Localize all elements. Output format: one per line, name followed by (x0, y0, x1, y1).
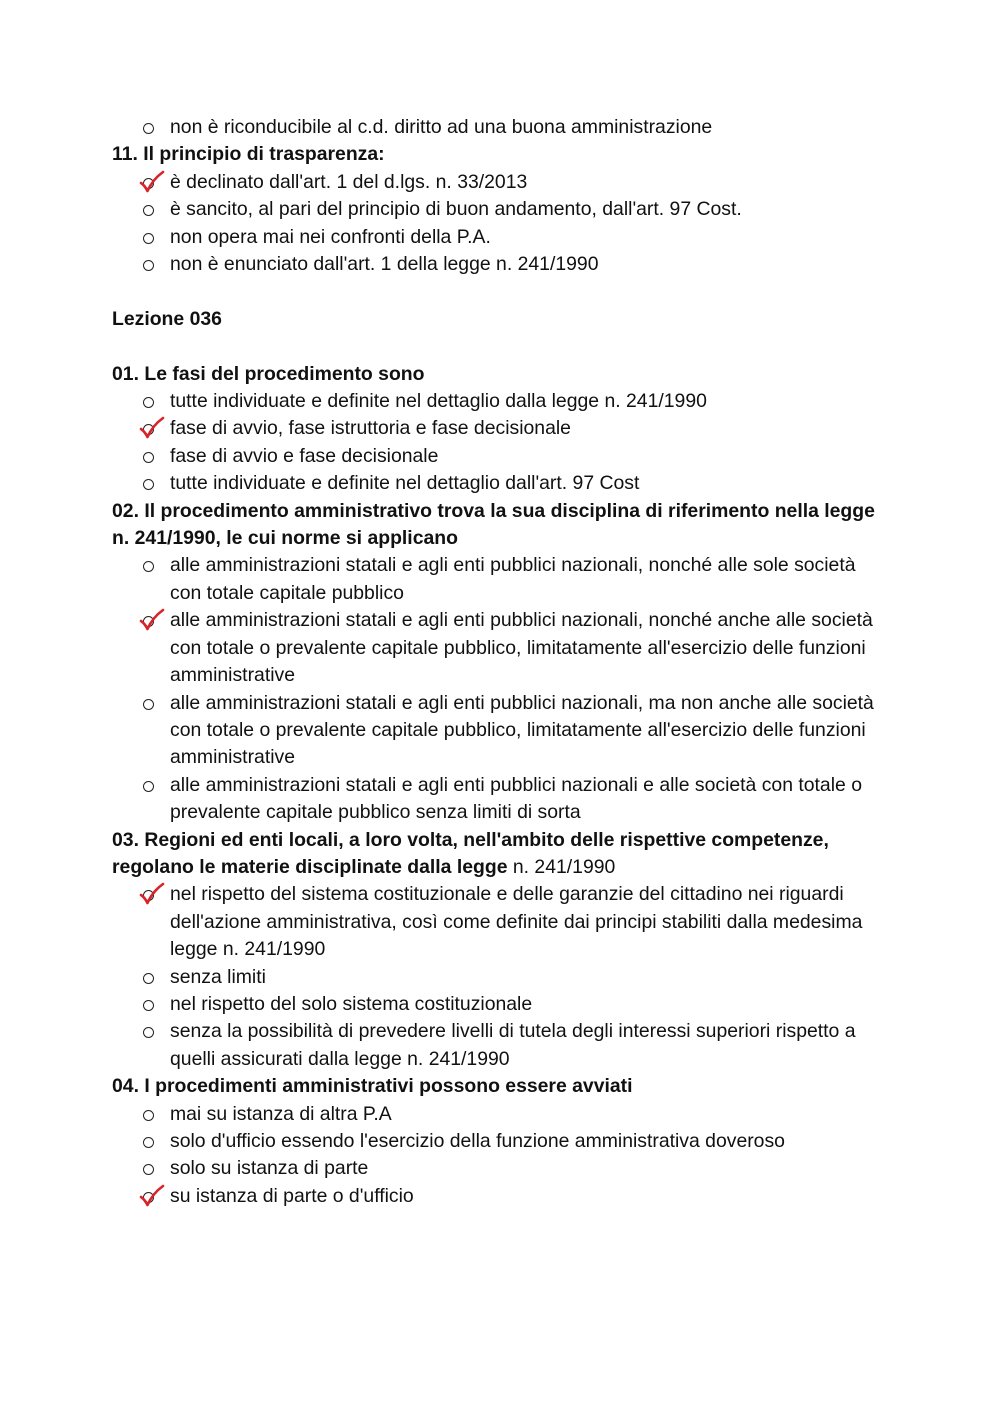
option-item-correct (112, 607, 882, 689)
circle-bullet-icon (142, 1128, 156, 1155)
quiz-content (112, 114, 882, 1210)
checkmark-icon (142, 415, 156, 442)
option-item (112, 772, 882, 827)
option-text: mai su istanza di altra P.A (170, 1102, 392, 1125)
option-list (112, 388, 882, 498)
circle-bullet-icon (142, 552, 156, 579)
option-item (112, 552, 882, 607)
option-text: è sancito, al pari del principio di buon andamento, dall'art. 97 Cost. (170, 198, 742, 221)
checkmark-icon (142, 1183, 156, 1210)
option-text: non opera mai nei confronti della P.A. (170, 225, 491, 248)
question-title-bold: 03. Regioni ed enti locali, a loro volta, nell'ambito delle rispettive competenze, regolano le materie disciplinate dalla legge (112, 828, 829, 878)
circle-bullet-icon (142, 690, 156, 717)
option-list (112, 881, 882, 1073)
question-title-normal: n. 241/1990 (507, 855, 616, 878)
question-title-11: 11. Il principio di trasparenza: (112, 143, 385, 166)
option-item (112, 1101, 882, 1128)
option-text: non è riconducibile al c.d. diritto ad una buona amministrazione (170, 116, 713, 138)
option-item-correct (112, 415, 882, 442)
option-item (112, 1128, 882, 1155)
option-item (112, 690, 882, 772)
option-text: tutte individuate e definite nel dettaglio dalla legge n. 241/1990 (170, 390, 707, 413)
option-text: alle amministrazioni statali e agli enti pubblici nazionali e alle società con totale o prevalente capitale pubblico senza limiti di sorta (170, 773, 862, 824)
circle-bullet-icon (142, 1155, 156, 1182)
option-text: solo d'ufficio essendo l'esercizio della funzione amministrativa doveroso (170, 1130, 785, 1152)
option-item (112, 1018, 882, 1073)
option-text: alle amministrazioni statali e agli enti pubblici nazionali, nonché alle sole società con totale capitale pubblico (170, 554, 856, 604)
circle-bullet-icon (142, 114, 156, 141)
option-text: non è enunciato dall'art. 1 della legge n. 241/1990 (170, 253, 599, 276)
checkmark-icon (142, 169, 156, 196)
top-option-list (112, 114, 882, 141)
circle-bullet-icon (142, 196, 156, 223)
option-text: tutte individuate e definite nel dettaglio dall'art. 97 Cost (170, 472, 640, 495)
option-list (112, 552, 882, 826)
option-item (112, 1155, 882, 1182)
option-item (112, 443, 882, 470)
option-item (112, 964, 882, 991)
circle-bullet-icon (142, 1101, 156, 1128)
option-item-correct (112, 1183, 882, 1210)
option-list (112, 1101, 882, 1211)
circle-bullet-icon (142, 443, 156, 470)
lesson-heading: Lezione 036 (112, 307, 222, 330)
option-item-correct (112, 881, 882, 963)
option-item (112, 114, 882, 141)
circle-bullet-icon (142, 964, 156, 991)
option-item (112, 991, 882, 1018)
option-item (112, 251, 882, 278)
option-item (112, 196, 882, 223)
option-item (112, 388, 882, 415)
circle-bullet-icon (142, 470, 156, 497)
circle-bullet-icon (142, 251, 156, 278)
circle-bullet-icon (142, 388, 156, 415)
question-title-02: 02. Il procedimento amministrativo trova la sua disciplina di riferimento nella legge n. 241/1990, le cui norme si applicano (112, 499, 875, 550)
question-title-04: 04. I procedimenti amministrativi possono essere avviati (112, 1075, 633, 1098)
circle-bullet-icon (142, 772, 156, 799)
option-item-correct (112, 169, 882, 196)
option-item (112, 470, 882, 497)
option-text: nel rispetto del solo sistema costituzionale (170, 992, 533, 1015)
option-list (112, 169, 882, 279)
circle-bullet-icon (142, 1018, 156, 1045)
checkmark-icon (142, 607, 156, 634)
question-title-01: 01. Le fasi del procedimento sono (112, 362, 425, 385)
option-text: fase di avvio e fase decisionale (170, 444, 439, 467)
option-text: nel rispetto del sistema costituzionale e delle garanzie del cittadino nei riguardi dell'azione amministrativa, così come definite dai principi stabiliti dalla medesima legge n. 241/1990 (170, 883, 863, 961)
question-title-03 (112, 827, 882, 882)
checkmark-icon (142, 881, 156, 908)
option-text: alle amministrazioni statali e agli enti pubblici nazionali, nonché anche alle società con totale o prevalente capitale pubblico, limitatamente all'esercizio delle funzioni amministrative (170, 609, 873, 687)
circle-bullet-icon (142, 991, 156, 1018)
option-text: su istanza di parte o d'ufficio (170, 1184, 414, 1207)
option-item (112, 224, 882, 251)
option-text: senza limiti (170, 965, 266, 988)
option-text: senza la possibilità di prevedere livelli di tutela degli interessi superiori rispetto a quelli assicurati dalla legge n. 241/1990 (170, 1020, 856, 1070)
option-text: solo su istanza di parte (170, 1157, 369, 1180)
option-text: fase di avvio, fase istruttoria e fase decisionale (170, 417, 571, 440)
circle-bullet-icon (142, 224, 156, 251)
option-text: alle amministrazioni statali e agli enti pubblici nazionali, ma non anche alle società con totale o prevalente capitale pubblico, limitatamente all'esercizio delle funzioni amministrative (170, 691, 874, 769)
option-text: è declinato dall'art. 1 del d.lgs. n. 33/2013 (170, 170, 528, 193)
